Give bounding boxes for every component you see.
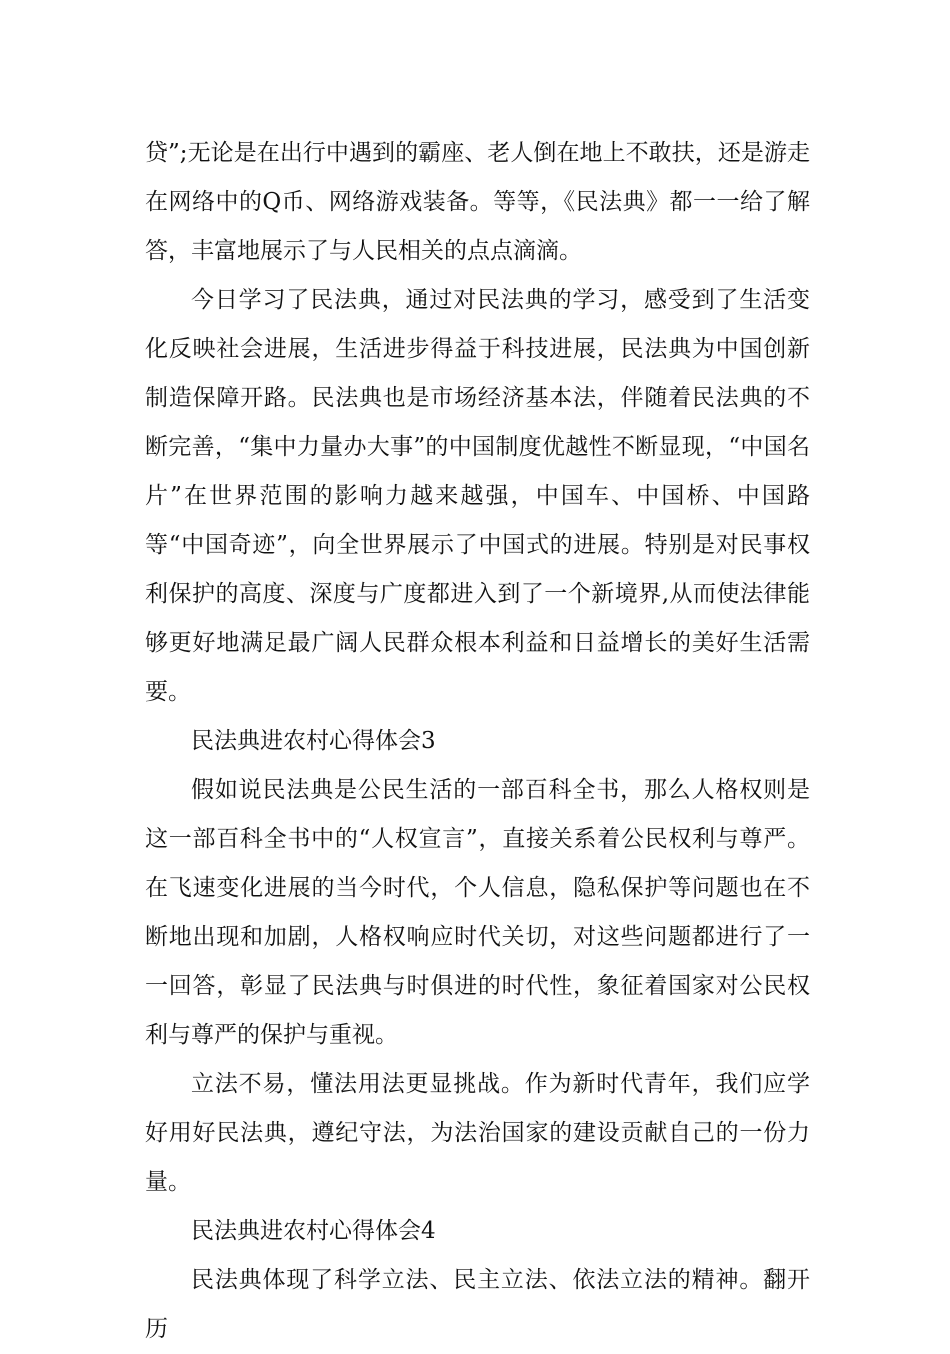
paragraph-personality-rights: 假如说民法典是公民生活的一部百科全书，那么人格权则是这一部百科全书中的“人权宣言”，直接关系着公民权利与尊严。在飞速变化进展的当今时代，个人信息，隐私保护等问题也在不断地出现和加剧，人格权响应时代关切，对这些问题都进行了一一回答，彰显了民法典与时俱进的时代性，象征着国家对公民权利与尊严的保护与重视。 xyxy=(145,777,810,1048)
paragraph-study-reflection: 今日学习了民法典，通过对民法典的学习，感受到了生活变化反映社会进展，生活进步得益于科技进展，民法典为中国创新制造保障开路。民法典也是市场经济基本法，伴随着民法典的不断完善，“集中力量办大事”的中国制度优越性不断显现，“中国名片”在世界范围的影响力越来越强，中国车、中国桥、中国路等“中国奇迹”，向全世界展示了中国式的进展。特别是对民事权利保护的高度、深度与广度都进入到了一个新境界,从而使法律能够更好地满足最广阔人民群众根本利益和日益增长的美好生活需要。 xyxy=(145,287,810,705)
document-body xyxy=(145,129,810,1354)
section-heading-3: 民法典进农村心得体会3 xyxy=(191,728,436,754)
paragraph-scientific-legislation: 民法典体现了科学立法、民主立法、依法立法的精神。翻开历 xyxy=(145,1267,810,1342)
paragraph-continued: 贷”;无论是在出行中遇到的霸座、老人倒在地上不敢扶，还是游走在网络中的Q币、网络游戏装备。等等，《民法典》都一一给了解答，丰富地展示了与人民相关的点点滴滴。 xyxy=(145,140,810,264)
section-heading-4: 民法典进农村心得体会4 xyxy=(191,1218,436,1244)
paragraph-legislation: 立法不易，懂法用法更显挑战。作为新时代青年，我们应学好用好民法典，遵纪守法，为法治国家的建设贡献自己的一份力量。 xyxy=(145,1071,810,1195)
